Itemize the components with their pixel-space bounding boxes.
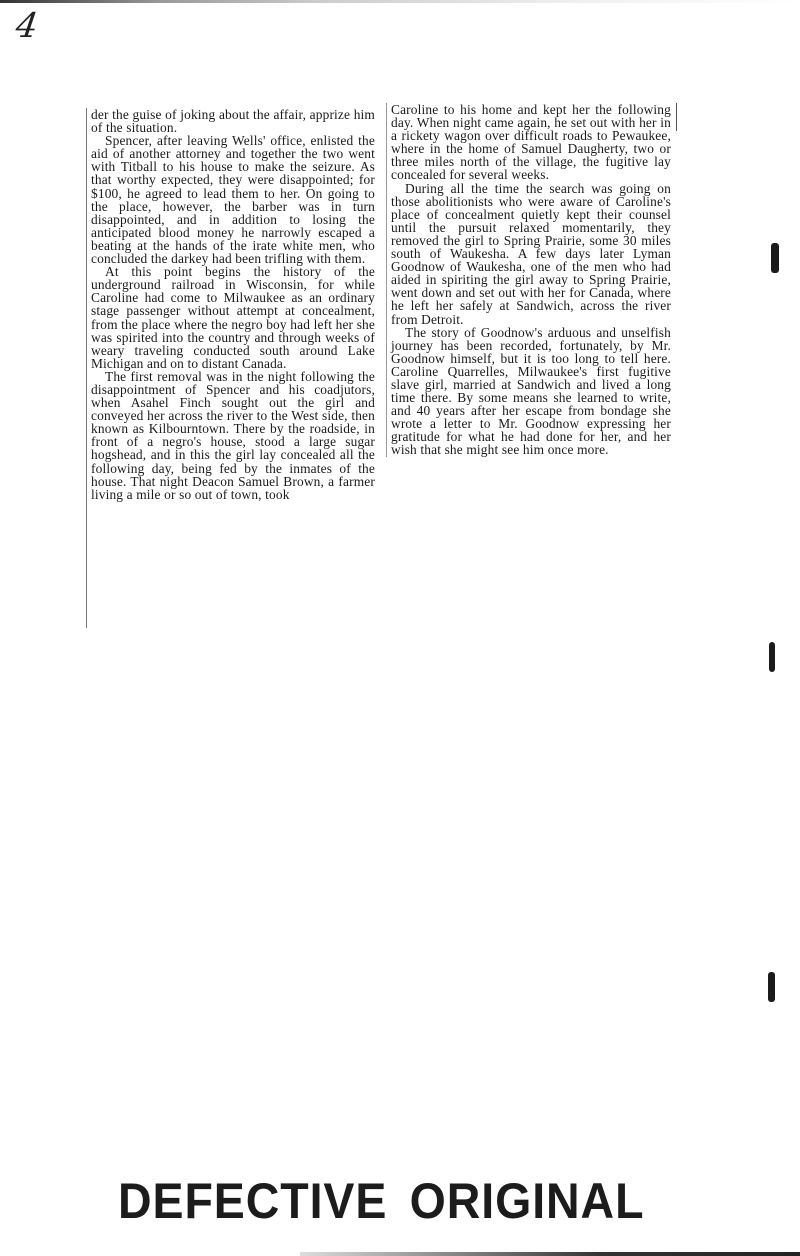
- binding-hole-mark: [769, 642, 775, 672]
- scan-bottom-edge: [300, 1252, 800, 1256]
- defective-original-stamp: [118, 1172, 644, 1230]
- stamp-word: DEFECTIVE: [118, 1173, 388, 1229]
- binding-hole-mark: [771, 243, 779, 273]
- article-paragraph: Spencer, after leaving Wells' office, enlisted the aid of another attorney and together the two went with Titball to his house to make the seizure. As that worthy expected, they were disappointed; for $100, he agreed to lead them to her. On going to the place, however, the barber was in turn disappointed, and in addition to losing the anticipated blood money he narrowly escaped a beating at the hands of the irate white men, who concluded the darkey had been trifling with them.: [91, 133, 375, 267]
- article-paragraph: During all the time the search was going on those abolitionists who were aware of Caroline's place of concealment quietly kept their counsel until the pursuit relaxed momentarily, they removed the girl to Spring Prairie, some 30 miles south of Waukesha. A few days later Lyman Goodnow of Waukesha, one of the men who had aided in spiriting the girl away to Spring Prairie, went down and set out with her for Canada, where he left her safely at Sandwich, across the river from Detroit.: [391, 180, 671, 327]
- article-paragraph: The first removal was in the night following the disappointment of Spencer and his coadjutors, when Asahel Finch sought out the girl and conveyed her across the river to the West side, then known as Kilbourntown. There by the roadside, in front of a negro's house, stood a large sugar hogshead, and in this the girl lay concealed all the following day, being fed by the inmates of the house. That night Deacon Samuel Brown, a farmer living a mile or so out of town, took: [91, 368, 375, 502]
- article-paragraph: der the guise of joking about the affair, apprize him of the situation.: [91, 107, 375, 136]
- binding-hole-mark: [768, 972, 775, 1002]
- handwritten-page-number: 4: [13, 6, 41, 46]
- article-paragraph: At this point begins the history of the underground railroad in Wisconsin, for while Caroline had come to Milwaukee as an ordinary stage passenger without attempt at concealment, from the place where the negro boy had left her she was spirited into the country and through weeks of weary traveling conducted south around Lake Michigan and on to distant Canada.: [91, 264, 375, 371]
- article-paragraph: The story of Goodnow's arduous and unselfish journey has been recorded, fortunately, by Mr. Goodnow himself, but it is too long to tell here. Caroline Quarrelles, Milwaukee's first fugitive slave girl, married at Sandwich and lived a long time there. By some means she learned to write, and 40 years after her escape from bondage she wrote a letter to Mr. Goodnow expressing her gratitude for what he had done for her, and her wish that she might see him once more.: [391, 324, 671, 458]
- article-column-left: [86, 108, 375, 628]
- scan-top-edge: [0, 0, 800, 3]
- article-column-right: [386, 103, 671, 457]
- stamp-word: ORIGINAL: [409, 1173, 645, 1229]
- article-paragraph: Caroline to his home and kept her the following day. When night came again, he set out with her in a rickety wagon over difficult roads to Pewaukee, where in the home of Samuel Daugherty, two or three miles north of the village, the fugitive lay concealed for several weeks.: [391, 102, 671, 183]
